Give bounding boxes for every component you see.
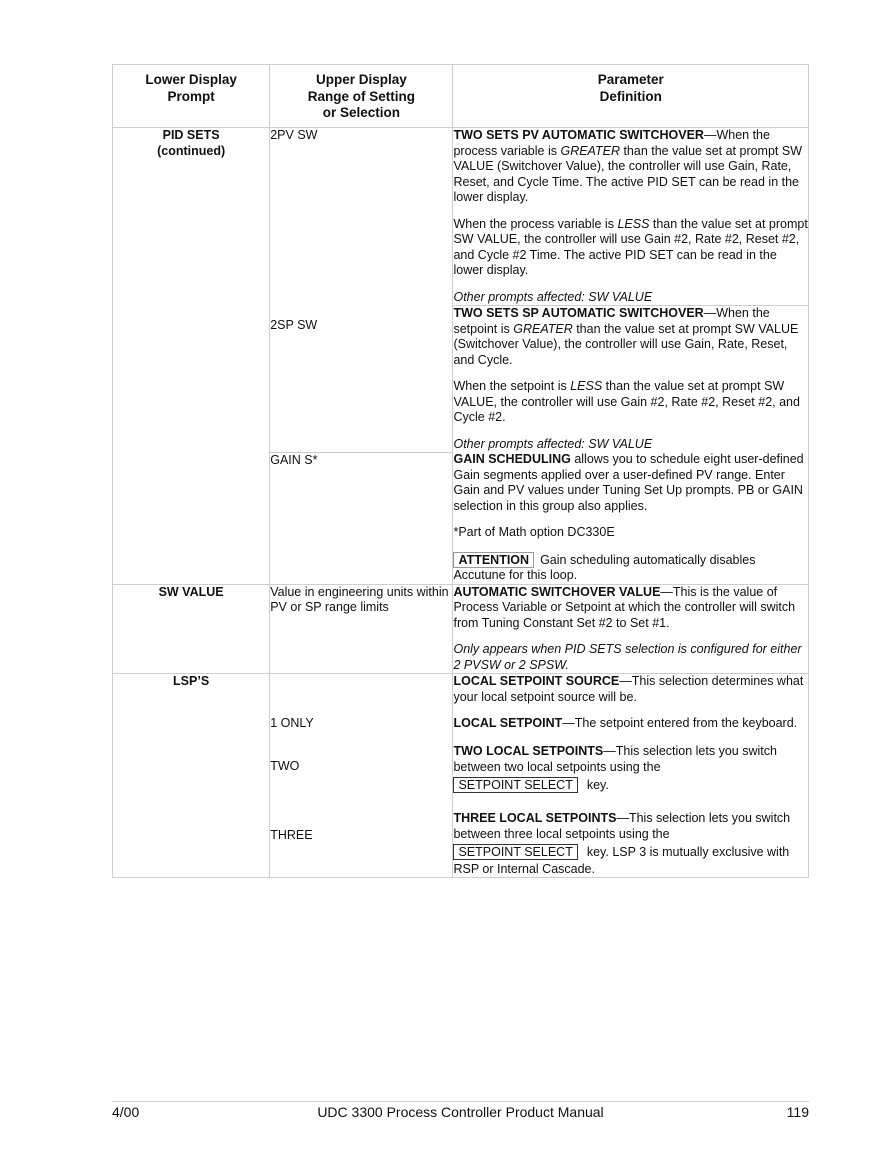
definition-paragraph: LOCAL SETPOINT SOURCE—This selection determines what your local setpoint source will be.	[453, 674, 804, 704]
prompt-sw-value: SW VALUE	[113, 584, 270, 674]
table-row-lsps	[113, 674, 809, 878]
definition-paragraph: When the setpoint is LESS than the value set at prompt SW VALUE, the controller will use Gain #2, Rate #2, Reset #2, and Cycle #2.	[453, 379, 800, 424]
setpoint-select-key: SETPOINT SELECT	[453, 844, 577, 860]
definition-2spsw	[453, 306, 809, 453]
selection-two: TWO	[270, 758, 300, 773]
definition-paragraph: THREE LOCAL SETPOINTS—This selection lets you switch between three local setpoints using the SETPOINT SELECT key. LSP 3 is mutually exclusive with RSP or Internal Cascade.	[453, 810, 791, 876]
selection-1-only: 1 ONLY	[270, 716, 314, 730]
table-header-row	[113, 65, 809, 128]
selection-sw-value: Value in engineering units within PV or SP range limits	[270, 584, 453, 674]
header-lower-display-prompt: Lower Display Prompt	[113, 65, 270, 128]
table-row-pid-sets-2pvsw	[113, 128, 809, 306]
definition-lsps	[453, 674, 809, 878]
definition-gain-scheduling	[453, 452, 809, 584]
definition-note: Only appears when PID SETS selection is configured for either 2 PVSW or 2 SPSW.	[453, 642, 802, 672]
definition-note: Other prompts affected: SW VALUE	[453, 289, 653, 304]
definition-paragraph: TWO SETS SP AUTOMATIC SWITCHOVER—When the setpoint is GREATER than the value set at prompt SW VALUE (Switchover Value), the controller will use Gain, Rate, Reset, and Cycle.	[453, 306, 799, 367]
prompt-pid-sets: PID SETS (continued)	[113, 128, 270, 585]
footer-divider	[112, 1101, 809, 1102]
selection-gain-s: GAIN S*	[270, 452, 453, 584]
definition-2pvsw	[453, 128, 809, 306]
footer-title: UDC 3300 Process Controller Product Manual	[317, 1104, 604, 1120]
definition-sw-value	[453, 584, 809, 674]
attention-note: ATTENTION Gain scheduling automatically disables Accutune for this loop.	[453, 552, 756, 582]
selection-2pvsw: 2PV SW 2SP SW	[270, 128, 453, 453]
attention-badge: ATTENTION	[453, 552, 534, 568]
selection-2spsw: 2SP SW	[270, 317, 318, 332]
definition-paragraph: When the process variable is LESS than the value set at prompt SW VALUE, the controller will use Gain #2, Rate #2, Reset #2, and Cycle #2 Time. The active PID SET can be read in the lower display.	[453, 216, 808, 277]
table-row-sw-value	[113, 584, 809, 674]
parameter-table	[112, 64, 809, 878]
header-parameter-definition: Parameter Definition	[453, 65, 809, 128]
definition-note: Other prompts affected: SW VALUE	[453, 436, 653, 451]
definition-paragraph: AUTOMATIC SWITCHOVER VALUE—This is the value of Process Variable or Setpoint at which the controller will switch from Tuning Constant Set #2 to Set #1.	[453, 584, 796, 630]
definition-paragraph: LOCAL SETPOINT—The setpoint entered from the keyboard.	[453, 716, 798, 730]
selection-lsps	[270, 674, 453, 878]
prompt-lsps: LSP’S	[113, 674, 270, 878]
setpoint-select-key: SETPOINT SELECT	[453, 777, 577, 793]
selection-three: THREE	[270, 828, 313, 842]
definition-paragraph: GAIN SCHEDULING allows you to schedule eight user-defined Gain segments applied over a user-defined PV range. Enter Gain and PV values under Tuning Set Up prompts. PB or GAIN selection in this group also applies.	[453, 452, 804, 513]
definition-paragraph: TWO LOCAL SETPOINTS—This selection lets you switch between two local setpoints using the SETPOINT SELECT key.	[453, 743, 777, 792]
footer-date: 4/00	[112, 1104, 140, 1120]
definition-footnote: *Part of Math option DC330E	[453, 525, 615, 539]
definition-paragraph: TWO SETS PV AUTOMATIC SWITCHOVER—When the process variable is GREATER than the value set at prompt SW VALUE (Switchover Value), the controller will use Gain, Rate, Reset, and Cycle Time. The active PID SET can be read in the lower display.	[453, 128, 803, 204]
footer-page-number: 119	[786, 1104, 809, 1120]
header-upper-display-range: Upper Display Range of Setting or Selection	[270, 65, 453, 128]
